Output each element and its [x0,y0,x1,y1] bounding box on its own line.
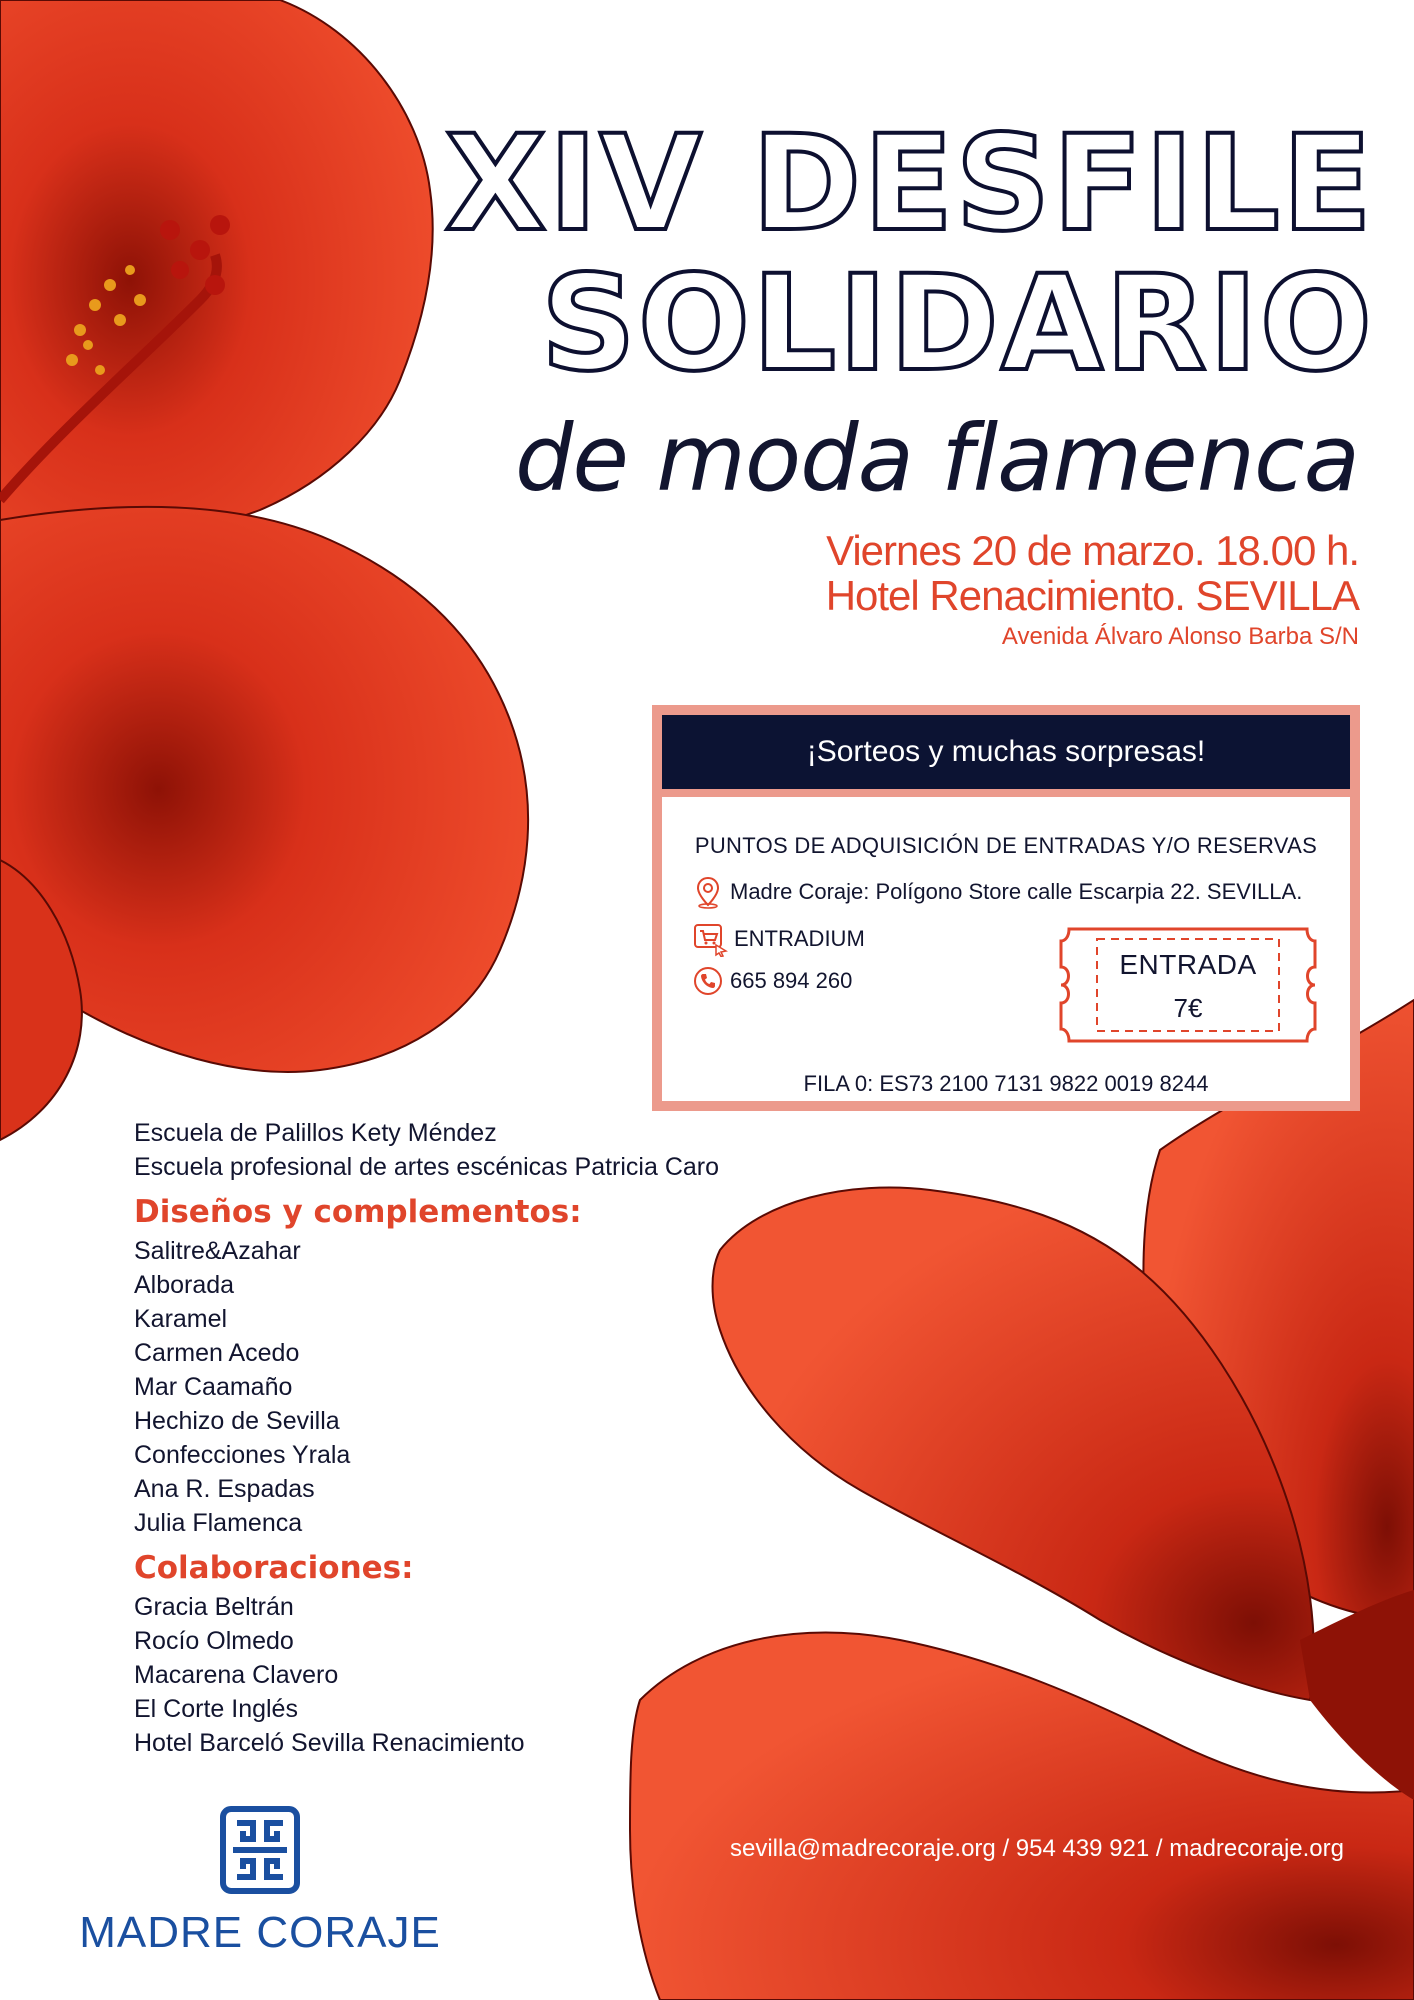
designs-title: Diseños y complementos: [134,1194,582,1230]
box-header: ¡Sorteos y muchas sorpresas! [662,715,1350,789]
collab-item: Hotel Barceló Sevilla Renacimiento [134,1729,525,1757]
bank-account: FILA 0: ES73 2100 7131 9822 0019 8244 [803,1071,1209,1096]
design-item: Confecciones Yrala [134,1441,351,1469]
footer-contact[interactable]: sevilla@madrecoraje.org / 954 439 921 / madrecoraje.org [729,1835,1344,1862]
phone-icon [692,965,724,997]
credits-section [134,1116,719,1760]
ticket-shape [1059,927,1317,1043]
online-text[interactable]: ENTRADIUM [734,926,865,951]
ticket-info-box [652,705,1360,1111]
title-line-2: SOLIDARIO [540,247,1374,401]
event-address: Avenida Álvaro Alonso Barba S/N [1001,622,1359,650]
madre-coraje-logo [70,1805,450,1958]
location-pin-icon [692,875,724,909]
collab-item: Macarena Clavero [134,1661,339,1689]
design-item: Hechizo de Sevilla [134,1407,340,1435]
school-1: Escuela de Palillos Kety Méndez [134,1119,497,1147]
points-title: PUNTOS DE ADQUISICIÓN DE ENTRADAS Y/O RESERVAS [694,833,1318,858]
header-section [0,0,1414,700]
ticket-badge [1059,927,1317,1043]
collab-item: El Corte Inglés [134,1695,298,1723]
phone-row [692,965,852,997]
shopping-cart-icon [692,921,728,957]
design-item: Carmen Acedo [134,1339,300,1367]
ticket-price: 7€ [1173,993,1203,1023]
design-item: Ana R. Espadas [134,1475,315,1503]
subtitle: de moda flamenca [515,405,1359,512]
logo-text: MADRE CORAJE [79,1908,441,1957]
design-item: Julia Flamenca [134,1509,303,1537]
title-line-1: XIV DESFILE [444,107,1374,261]
collab-title: Colaboraciones: [134,1550,414,1586]
school-2: Escuela profesional de artes escénicas Patricia Caro [134,1153,720,1181]
collab-item: Gracia Beltrán [134,1593,294,1621]
design-item: Mar Caamaño [134,1373,293,1401]
logo-mark-icon [219,1805,301,1895]
event-venue: Hotel Renacimiento. SEVILLA [825,572,1359,620]
phone-text[interactable]: 665 894 260 [730,968,853,993]
event-details [826,528,1359,652]
ticket-label: ENTRADA [1119,949,1257,980]
location-row [692,875,1302,909]
design-item: Alborada [134,1271,235,1299]
event-date-time: Viernes 20 de marzo. 18.00 h. [826,527,1359,574]
box-divider [662,789,1350,797]
design-item: Salitre&Azahar [134,1237,301,1265]
location-text: Madre Coraje: Polígono Store calle Escarpia 22. SEVILLA. [730,879,1303,904]
collab-item: Rocío Olmedo [134,1627,294,1655]
online-row [692,921,865,957]
design-item: Karamel [134,1305,228,1333]
